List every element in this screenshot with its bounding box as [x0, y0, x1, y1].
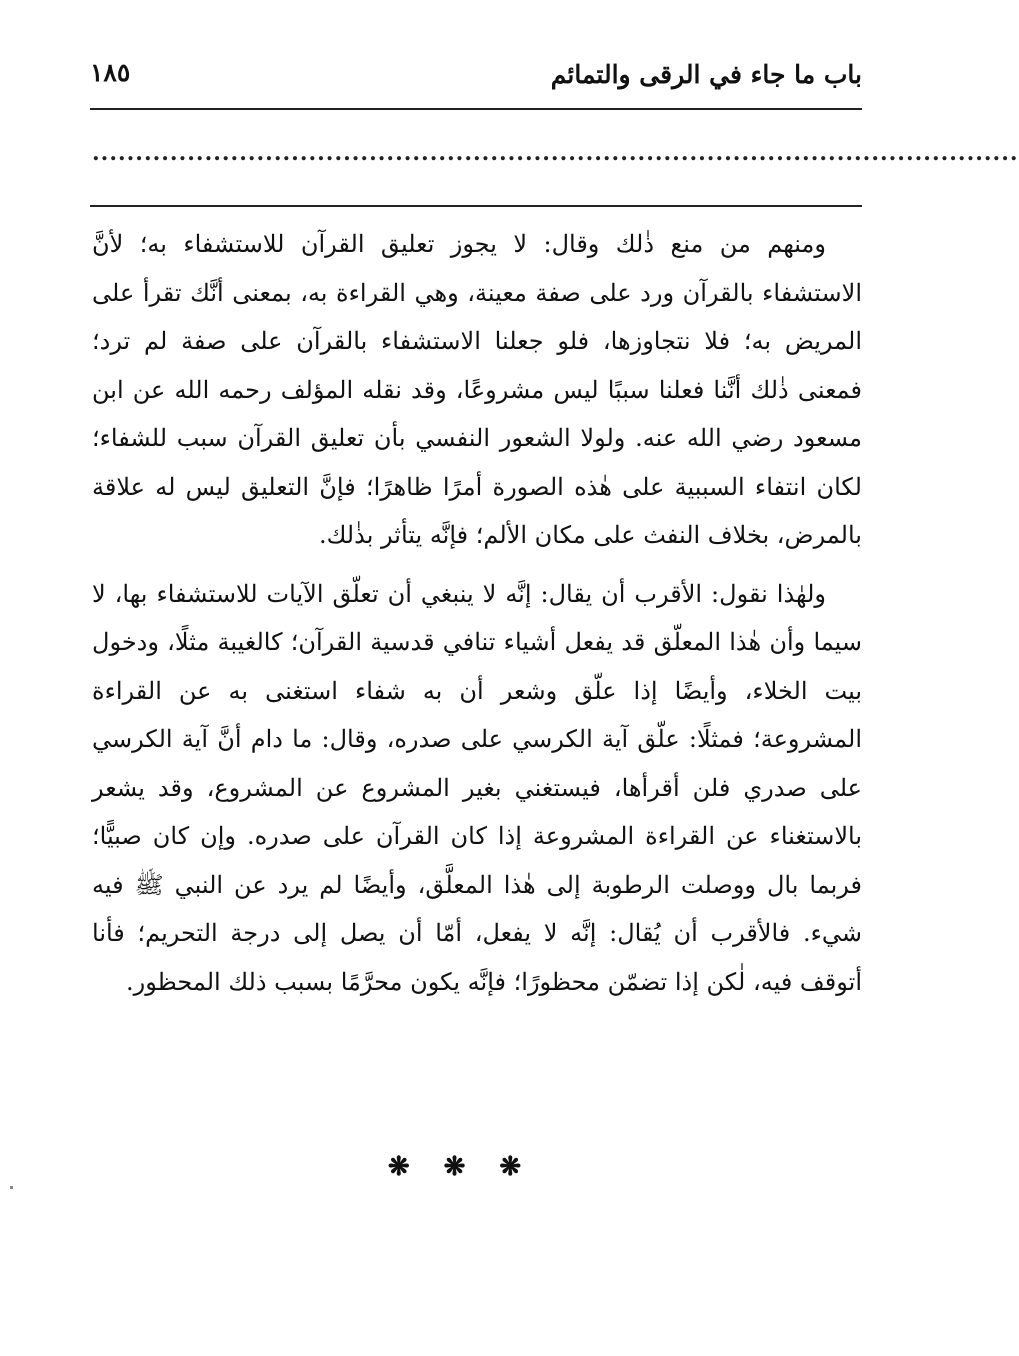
dotted-line: ...........................................................................................................	[92, 140, 1019, 166]
section-rule	[90, 205, 862, 207]
page-number: ١٨٥	[90, 58, 131, 87]
header-rule	[90, 108, 862, 110]
body-text	[92, 220, 862, 1006]
paragraph-2: ولهٰذا نقول: الأقرب أن يقال: إنَّه لا ينبغي أن تعلّق الآيات للاستشفاء بها، لا سيما وأن هٰذا المعلّق قد يفعل أشياء تنافي قدسية القرآن؛ كالغيبة مثلًا، ودخول بيت الخلاء، وأيضًا إذا علّق وشعر أن به شفاء استغنى به عن القراءة المشروعة؛ فمثلًا: علّق آية الكرسي على صدره، وقال: ما دام أنَّ آية الكرسي على صدري فلن أقرأها، فيستغني بغير المشروع عن المشروع، وقد يشعر بالاستغناء عن القراءة المشروعة إذا كان القرآن على صدره. وإن كان صبيًّا؛ فربما بال ووصلت الرطوبة إلى هٰذا المعلَّق، وأيضًا لم يرد عن النبي ﷺ فيه شيء. فالأقرب أن يُقال: إنَّه لا يفعل، أمّا أن يصل إلى درجة التحريم؛ فأنا أتوقف فيه، لٰكن إذا تضمّن محظورًا؛ فإنَّه يكون محرَّمًا بسبب ذلك المحظور.	[92, 579, 862, 996]
chapter-title: باب ما جاء في الرقى والتمائم	[550, 60, 862, 89]
margin-speck	[10, 1186, 13, 1189]
paragraph-1: ومنهم من منع ذٰلك وقال: لا يجوز تعليق القرآن للاستشفاء به؛ لأنَّ الاستشفاء بالقرآن ورد على صفة معينة، وهي القراءة به، بمعنى أنَّك تقرأ على المريض به؛ فلا نتجاوزها، فلو جعلنا الاستشفاء بالقرآن على صفة لم ترد؛ فمعنى ذٰلك أنَّنا فعلنا سببًا ليس مشروعًا، وقد نقله المؤلف رحمه الله عن ابن مسعود رضي الله عنه. ولولا الشعور النفسي بأن تعليق القرآن سبب للشفاء؛ لكان انتفاء السببية على هٰذه الصورة أمرًا ظاهرًا؛ فإنَّ التعليق ليس له علاقة بالمرض، بخلاف النفث على مكان الألم؛ فإنَّه يتأثر بذٰلك.	[92, 230, 862, 549]
section-separator: ❋❋❋	[387, 1152, 556, 1182]
running-header	[90, 58, 862, 102]
